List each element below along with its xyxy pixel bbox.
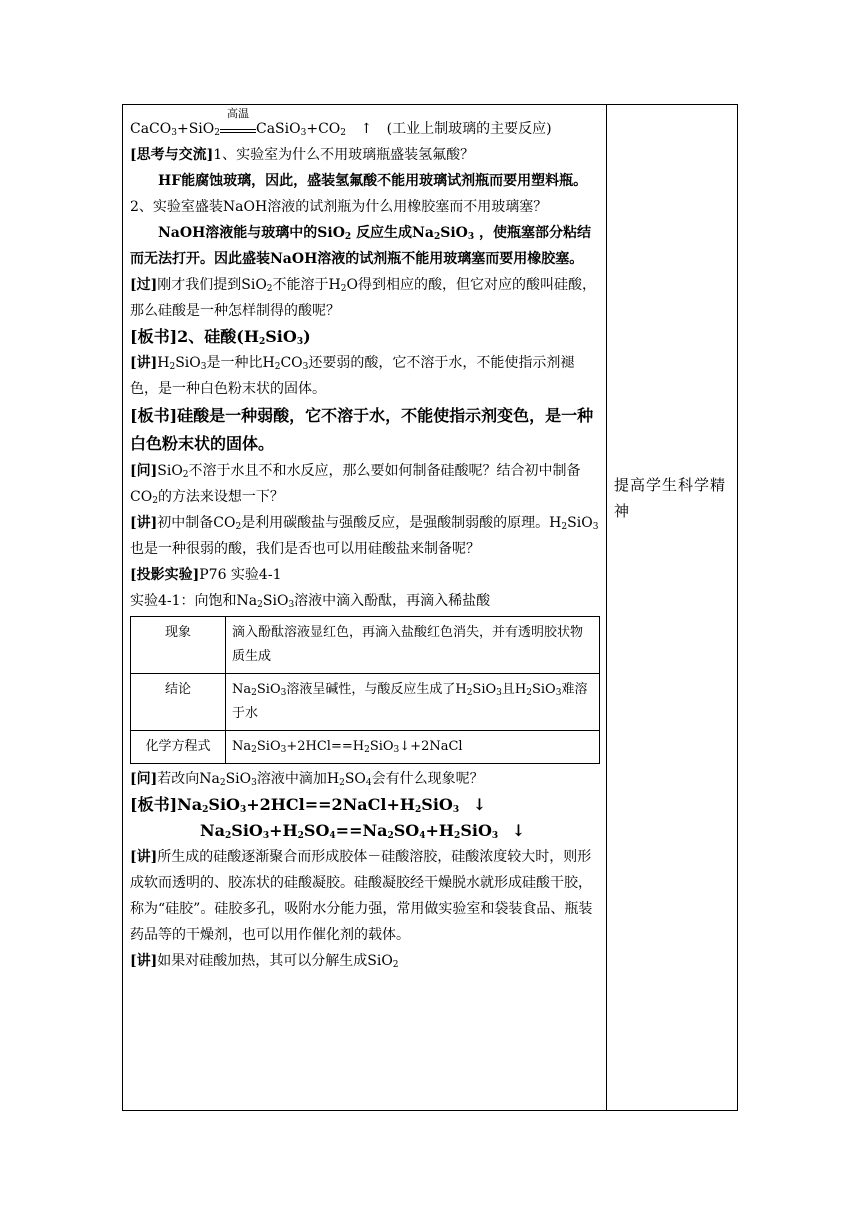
experiment-description: 实验4-1：向饱和$Na_2SiO_3$溶液中滴入酚酞，再滴入稀盐酸 [130,593,491,610]
table-row [131,617,600,674]
lecture-paragraph-3: [讲]所生成的硅酸逐渐聚合而形成胶体－硅酸溶胶，硅酸浓度较大时，则形成软而透明的、胶冻状的硅酸凝胶。硅酸凝胶经干燥脱水就形成硅酸干胶，称为“硅胶”。硅胶多孔，吸附水分能力强，常用做实验室和袋装食品、瓶装药品等的干燥剂，也可以用作催化剂的载体。 [130,849,593,943]
column-divider [606,104,607,1111]
question-paragraph-2: [问]若改向$Na_2SiO_3$溶液中滴加$H_2SO_4$会有什么现象呢？ [130,771,484,788]
board-silicic-acid-properties: [板书]硅酸是一种弱酸，它不溶于水，不能使指示剂变色，是一种白色粉末状的固体。 [130,406,594,453]
table-header-equation: 化学方程式 [131,731,226,764]
glass-equation: CaCO$_3$+SiO$_2$ 高温 $CaSiO_3+CO_2$ ↑ (工业上制玻璃的主要反应) [130,107,552,138]
board-equation-1: [板书]$Na_2SiO_3+2HCl==2NaCl+H_2SiO_3$ ↓ [130,795,487,815]
table-cell-conclusion: $Na_2SiO_3$溶液呈碱性，与酸反应生成了$H_2SiO_3$且$H_2SiO_3$难溶于水 [226,674,600,731]
experiment-table [130,616,600,764]
table-header-conclusion: 结论 [131,674,226,731]
think-answer-1: HF能腐蚀玻璃，因此，盛装氢氟酸不能用玻璃试剂瓶而要用塑料瓶。 [158,173,588,189]
board-equation-2: $Na_2SiO_3+H_2SO_4==Na_2SO_4+H_2SiO_3$ ↓ [200,821,526,841]
table-row [131,674,600,731]
table-cell-phenomenon: 滴入酚酞溶液显红色，再滴入盐酸红色消失，并有透明胶状物质生成 [226,617,600,674]
table-header-phenomenon: 现象 [131,617,226,674]
lecture-paragraph-4: [讲]如果对硅酸加热，其可以分解生成SiO$_2$ [130,953,399,970]
lecture-paragraph-1: [讲]$H_2SiO_3$是一种比$H_2CO_3$还要弱的酸，它不溶于水，不能使指示剂褪色，是一种白色粉末状的固体。 [130,355,575,397]
think-question-1: [思考与交流]1、实验室为什么不用玻璃瓶盛装氢氟酸？ [130,147,475,163]
table-row [131,731,600,764]
design-intent-note: 提高学生科学精神 [614,476,727,520]
board-heading-silicic-acid: [板书]2、硅酸$(H_2SiO_3)$ [130,327,311,347]
lesson-content-column [130,107,602,974]
question-paragraph-1: [问]SiO$_2$不溶于水且不和水反应，那么要如何制备硅酸呢？结合初中制备$CO_2$的方法来设想一下？ [130,463,581,506]
think-answer-2: NaOH溶液能与玻璃中的SiO$_2$ 反应生成$Na_2SiO_3$ ，使瓶塞部分粘结而无法打开。因此盛装NaOH溶液的试剂瓶不能用玻璃塞而要用橡胶塞。 [130,225,591,267]
reaction-condition-arrow: 高温 [220,121,256,133]
think-question-2: 2、实验室盛装NaOH溶液的试剂瓶为什么用橡胶塞而不用玻璃塞？ [130,199,548,215]
transition-paragraph: [过]刚才我们提到SiO$_2$不能溶于$H_2O$得到相应的酸，但它对应的酸叫硅酸，那么硅酸是一种怎样制得的酸呢？ [130,277,596,319]
table-cell-equation: $Na_2SiO_3+2HCl==H_2SiO_3↓+2NaCl$ [226,731,600,764]
lecture-paragraph-2: [讲]初中制备$CO_2$是利用碳酸盐与强酸反应，是强酸制弱酸的原理。$H_2SiO_3$也是一种很弱的酸，我们是否也可以用硅酸盐来制备呢？ [130,515,599,557]
projection-experiment: [投影实验]P76 实验4-1 [130,567,282,583]
